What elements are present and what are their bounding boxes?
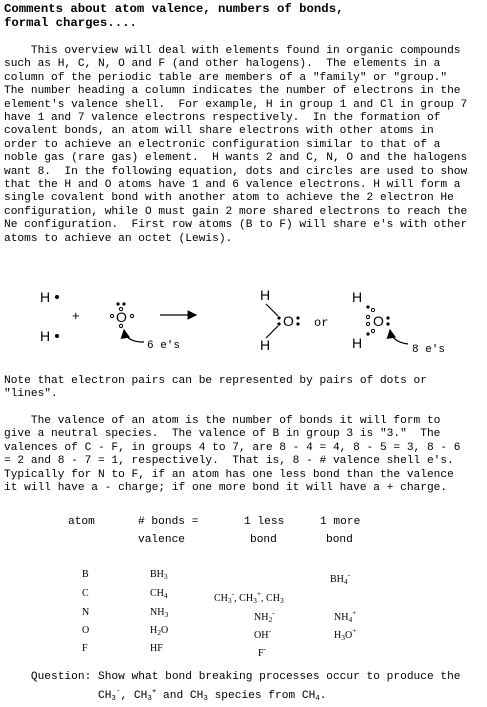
label-8-electrons: 8 e's	[412, 344, 446, 356]
electron-dot	[386, 316, 389, 319]
text-line: such as H, C, N, O and F (and other halogens). The elements in a	[4, 58, 441, 71]
electron-dot	[296, 316, 299, 319]
hydrogen-atom: H	[260, 337, 271, 353]
cell-one-more: $H_3O^+$	[334, 626, 357, 642]
text-line: The valence of an atom is the number of bonds it will form to	[4, 415, 441, 427]
electron-circle	[110, 314, 113, 317]
column-header-bonds: # bonds =	[138, 516, 199, 528]
text-line: This overview will deal with elements found in organic compounds	[4, 45, 461, 57]
electron-dot	[55, 295, 59, 299]
cell-valence: $CH_4$	[150, 588, 168, 600]
hydrogen-atom: H	[352, 289, 363, 305]
column-header-one-more-bond: bond	[326, 534, 353, 546]
cell-one-less: F-	[258, 644, 267, 659]
cell-one-more: $BH_4^-$	[330, 570, 351, 586]
oxygen-atom: O	[283, 313, 294, 329]
column-header-atom: atom	[68, 516, 95, 528]
question-line: Question: Show what bond breaking processes occur to produce the	[4, 671, 461, 683]
title-line-2: formal charges....	[4, 16, 137, 30]
column-header-valence: valence	[138, 534, 185, 546]
text-line: covalent bonds, an atom will share electrons with other atoms in	[4, 125, 434, 138]
valence-paragraph	[4, 415, 487, 495]
cell-one-less: OH-	[254, 626, 271, 641]
text-line: it will have a - charge; if one more bond it will have a + charge.	[4, 482, 448, 495]
cell-valence: HF	[150, 643, 163, 654]
electron-dot	[277, 322, 280, 325]
text-line: want 8. In the following equation, dots and circles are used to show	[4, 165, 468, 178]
cell-valence: $NH_3$	[150, 607, 169, 619]
electron-dot	[366, 332, 369, 335]
electron-circle	[119, 324, 122, 327]
cell-one-less: $NH_2^-$	[254, 608, 275, 624]
plus-sign: +	[72, 308, 80, 323]
text-line: give a neutral species. The valence of B in group 3 is "3." The	[4, 428, 441, 441]
hydrogen-atom: H	[40, 328, 51, 344]
note-paragraph	[4, 375, 487, 402]
cell-atom: B	[82, 569, 89, 580]
electron-circle	[116, 302, 119, 305]
electron-dot	[386, 322, 389, 325]
cell-atom: O	[82, 625, 90, 636]
hydrogen-atom: H	[352, 335, 363, 351]
text-line: column of the periodic table are members of a "family" or "group."	[4, 71, 448, 84]
text-line: Typically for N to F, if an atom has one less bond than the valence	[4, 468, 454, 481]
text-line: The number heading a column indicates the number of electrons in the	[4, 85, 461, 98]
pointer-arrow	[124, 330, 144, 342]
pointer-arrow	[390, 330, 408, 344]
question-text	[4, 670, 461, 707]
lewis-structure-diagram	[0, 282, 487, 364]
electron-circle	[371, 308, 374, 311]
text-line: valences of C - F, in groups 4 to 7, are 8 - 4 = 4, 8 - 5 = 3, 8 - 6	[4, 441, 461, 454]
text-line: Ne configuration. First row atoms (B to F) will share e's with other	[4, 219, 468, 232]
cell-atom: F	[82, 643, 88, 654]
oxygen-atom: O	[373, 313, 384, 329]
page-title	[4, 2, 343, 30]
electron-dot	[296, 322, 299, 325]
text-line: single covalent bond with another atom to achieve the 2 electron He	[4, 192, 454, 205]
or-text: or	[314, 316, 329, 330]
cell-one-less: $CH_3^-$, $CH_3^+$, $CH_3$	[214, 589, 284, 605]
text-line: = 2 and 8 - 7 = 1, respectively. That is, 8 - # valence shell e's.	[4, 455, 454, 468]
cell-valence: $H_2O$	[150, 625, 169, 637]
cell-one-more: $NH_4^+$	[334, 608, 357, 624]
cell-atom: N	[82, 607, 90, 618]
hydrogen-atom: H	[40, 289, 51, 305]
electron-circle	[130, 314, 133, 317]
title-line-1: Comments about atom valence, numbers of bonds,	[4, 2, 344, 16]
text-line: atoms to achieve an octet (Lewis).	[4, 232, 233, 245]
text-line: configuration, while O must gain 2 more shared electrons to reach the	[4, 205, 468, 218]
electron-dot	[277, 316, 280, 319]
text-line: "lines".	[4, 388, 58, 401]
electron-circle	[371, 329, 374, 332]
electron-dot	[55, 334, 59, 338]
text-line: Note that electron pairs can be represented by pairs of dots or	[4, 375, 427, 387]
electron-dot	[366, 305, 369, 308]
column-header-one-more: 1 more	[320, 516, 361, 528]
column-header-one-less-bond: bond	[250, 534, 277, 546]
oxygen-atom: O	[116, 309, 127, 325]
column-header-one-less: 1 less	[244, 516, 285, 528]
electron-circle	[366, 315, 369, 318]
electron-circle	[366, 322, 369, 325]
cell-valence: $BH_3$	[150, 569, 168, 581]
bond-valence-table	[0, 516, 487, 659]
cell-atom: C	[82, 588, 89, 599]
hydrogen-atom: H	[260, 287, 271, 303]
label-6-electrons: 6 e's	[147, 340, 181, 352]
text-line: have 1 and 7 valence electrons respectively. In the formation of	[4, 112, 441, 125]
intro-paragraph	[4, 45, 487, 246]
text-line: element's valence shell. For example, H in group 1 and Cl in group 7	[4, 98, 468, 111]
text-line: noble gas (rare gas) element. H wants 2 and C, N, O and the halogens	[4, 152, 468, 165]
text-line: that the H and O atoms have 1 and 6 valence electrons. H will form a	[4, 179, 461, 192]
text-line: order to achieve an electronic configuration similar to that of a	[4, 138, 441, 151]
electron-circle	[122, 302, 125, 305]
question-line: $CH_3^-$, $CH_3^+$ and $CH_3$ species from $CH_4$.	[4, 688, 327, 703]
bond-line	[266, 326, 278, 338]
bond-line	[266, 304, 278, 316]
